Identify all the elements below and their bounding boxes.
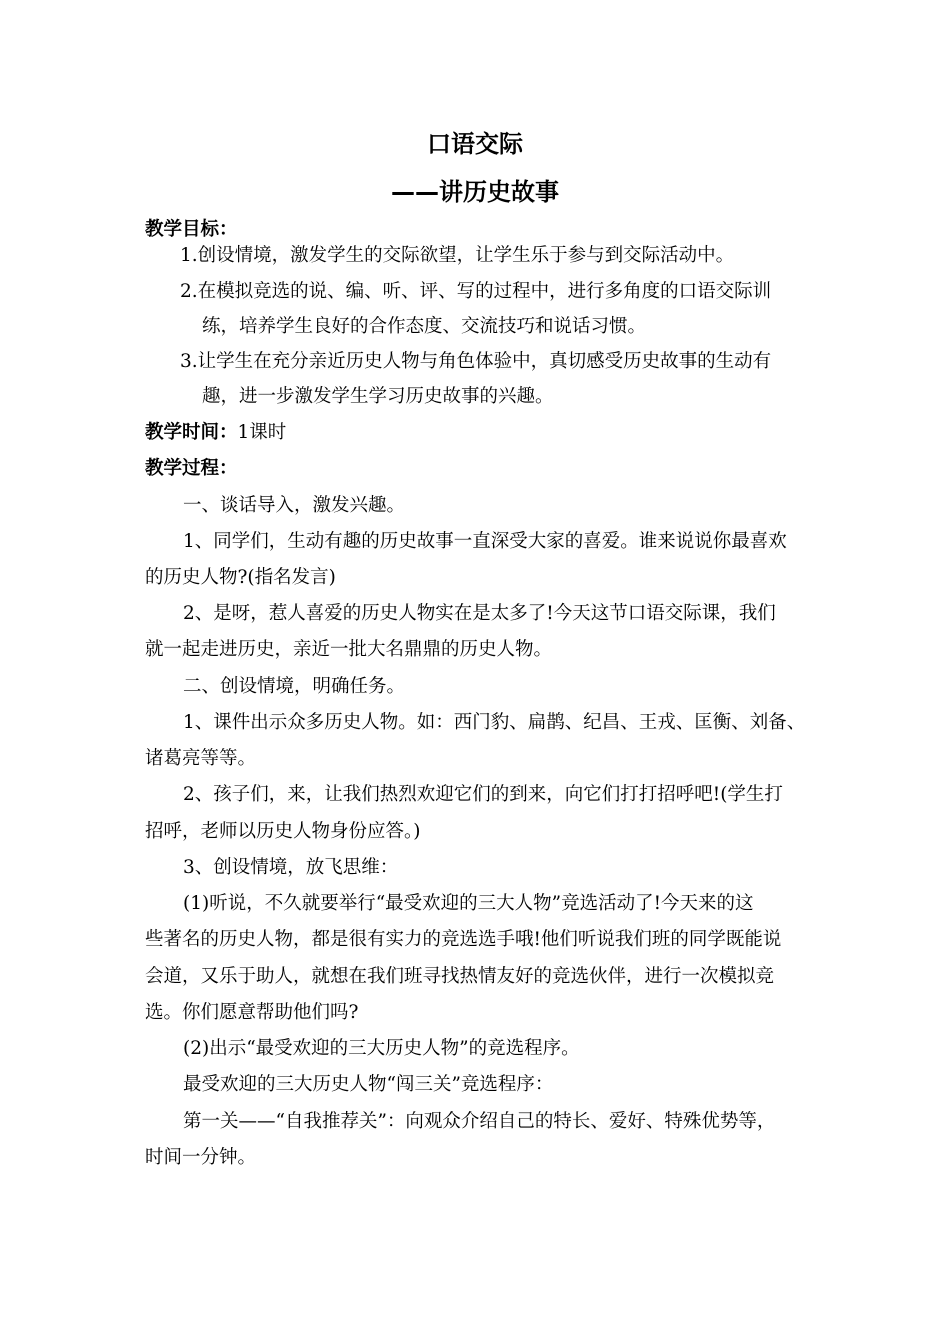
process-line: 一、谈话导入，激发兴趣。: [183, 495, 406, 516]
process-line: 1、课件出示众多历史人物。如：西门豹、扁鹊、纪昌、王戎、匡衡、刘备、: [183, 712, 806, 733]
process-line: 1、同学们，生动有趣的历史故事一直深受大家的喜爱。谁来说说你最喜欢: [183, 531, 787, 552]
process-line: (1)听说，不久就要举行“最受欢迎的三大人物”竞选活动了!今天来的这: [183, 893, 754, 914]
process-line: 2、孩子们，来，让我们热烈欢迎它们的到来，向它们打打招呼吧!(学生打: [183, 784, 783, 805]
process-line: 的历史人物?(指名发言): [145, 567, 336, 588]
objective-item-continuation: 练，培养学生良好的合作态度、交流技巧和说话习惯。: [202, 316, 647, 337]
teaching-time-label: 教学时间：: [145, 422, 238, 443]
objective-item-continuation: 趣，进一步激发学生学习历史故事的兴趣。: [202, 386, 554, 407]
process-line: 时间一分钟。: [145, 1147, 257, 1168]
process-line: 选。你们愿意帮助他们吗?: [145, 1002, 359, 1023]
process-line: 些著名的历史人物，都是很有实力的竞选选手哦!他们听说我们班的同学既能说: [145, 929, 782, 950]
process-heading: 教学过程：: [145, 458, 238, 479]
process-line: 就一起走进历史，亲近一批大名鼎鼎的历史人物。: [145, 639, 553, 660]
process-line: 二、创设情境，明确任务。: [183, 676, 406, 697]
teaching-time: [145, 421, 825, 445]
process-line: 最受欢迎的三大历史人物“闯三关”竞选程序：: [183, 1074, 554, 1095]
process-line: (2)出示“最受欢迎的三大历史人物”的竞选程序。: [183, 1038, 580, 1059]
document-title: 口语交际: [427, 130, 523, 158]
objectives-heading: 教学目标：: [145, 219, 238, 240]
objective-item: 2.在模拟竞选的说、编、听、评、写的过程中，进行多角度的口语交际训: [180, 281, 772, 302]
document-subtitle: ——讲历史故事: [391, 178, 559, 206]
process-line: 诸葛亮等等。: [145, 748, 257, 769]
process-line: 招呼，老师以历史人物身份应答。): [145, 821, 421, 842]
process-line: 2、是呀，惹人喜爱的历史人物实在是太多了!今天这节口语交际课，我们: [183, 603, 776, 624]
process-line: 会道，又乐于助人，就想在我们班寻找热情友好的竞选伙伴，进行一次模拟竞: [145, 966, 775, 987]
process-line: 第一关——“自我推荐关”：向观众介绍自己的特长、爱好、特殊优势等，: [183, 1111, 776, 1132]
objective-item: 1.创设情境，激发学生的交际欲望，让学生乐于参与到交际活动中。: [180, 245, 735, 266]
teaching-time-value: 1课时: [237, 422, 287, 443]
process-line: 3、创设情境，放飞思维：: [183, 857, 399, 878]
objective-item: 3.让学生在充分亲近历史人物与角色体验中，真切感受历史故事的生动有: [180, 351, 772, 372]
